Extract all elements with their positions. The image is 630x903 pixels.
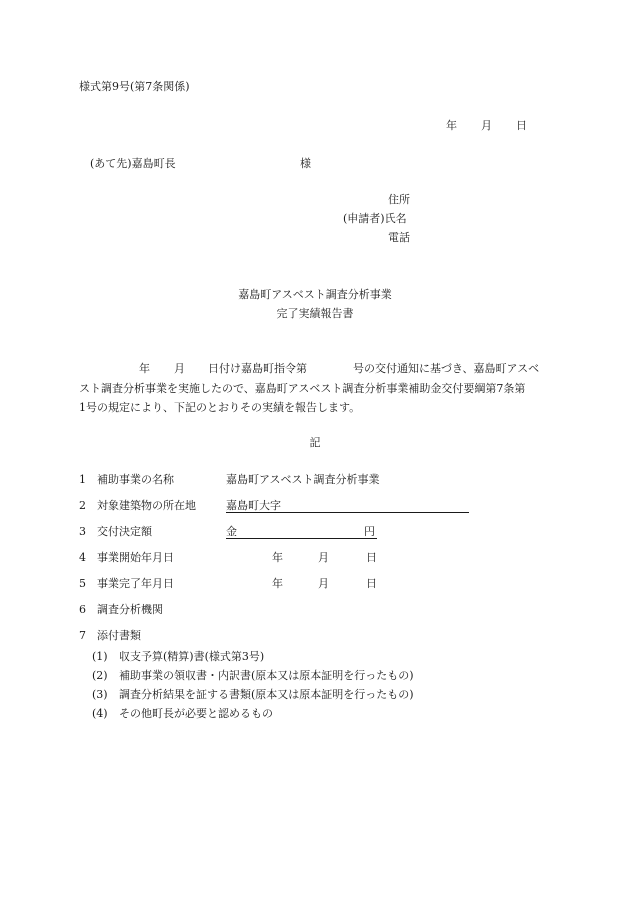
item-label: 添付書類 bbox=[97, 629, 141, 642]
amount-prefix: 金 bbox=[226, 525, 237, 538]
item-label: 事業開始年月日 bbox=[97, 551, 174, 564]
item-number: 7 bbox=[79, 629, 86, 642]
item-month-label: 月 bbox=[318, 577, 329, 590]
item-label: 対象建築物の所在地 bbox=[97, 499, 196, 512]
item-number: 6 bbox=[79, 603, 86, 616]
location-prefix: 嘉島町大字 bbox=[226, 499, 281, 512]
item-value: 嘉島町アスベスト調査分析事業 bbox=[226, 473, 380, 486]
item-label: 事業完了年月日 bbox=[97, 577, 174, 590]
item-day-label: 日 bbox=[366, 577, 377, 590]
location-field[interactable] bbox=[226, 500, 469, 513]
amount-field[interactable] bbox=[226, 526, 377, 539]
attachment-number: (3) bbox=[92, 688, 108, 701]
document-title-line1: 嘉島町アスベスト調査分析事業 bbox=[238, 288, 392, 301]
item-number: 1 bbox=[79, 473, 86, 486]
item-day-label: 日 bbox=[366, 551, 377, 564]
applicant-name-label: (申請者)氏名 bbox=[343, 212, 407, 225]
body-notice-text: 号の交付通知に基づき、嘉島町アスベ bbox=[353, 362, 540, 375]
item-label: 交付決定額 bbox=[97, 525, 152, 538]
applicant-phone-label: 電話 bbox=[388, 231, 410, 244]
body-year-label: 年 bbox=[139, 362, 150, 375]
addressee-honorific: 様 bbox=[300, 157, 311, 170]
document-title-line2: 完了実績報告書 bbox=[276, 307, 354, 320]
body-line-2: スト調査分析事業を実施したので、嘉島町アスベスト調査分析事業補助金交付要綱第7条第 bbox=[79, 382, 526, 395]
item-number: 5 bbox=[79, 577, 86, 590]
addressee-label: (あて先)嘉島町長 bbox=[90, 157, 176, 170]
ki-heading: 記 bbox=[309, 436, 321, 449]
body-month-label: 月 bbox=[174, 362, 185, 375]
attachment-number: (2) bbox=[92, 669, 108, 682]
form-number: 様式第9号(第7条関係) bbox=[79, 80, 190, 93]
item-label: 調査分析機関 bbox=[97, 603, 163, 616]
item-label: 補助事業の名称 bbox=[97, 473, 174, 486]
amount-suffix: 円 bbox=[364, 525, 375, 538]
attachment-number: (4) bbox=[92, 707, 108, 720]
date-day-label: 日 bbox=[516, 119, 527, 132]
item-year-label: 年 bbox=[272, 577, 283, 590]
item-number: 3 bbox=[79, 525, 86, 538]
item-year-label: 年 bbox=[272, 551, 283, 564]
body-line-3: 1号の規定により、下記のとおりその実績を報告します。 bbox=[79, 401, 361, 414]
date-month-label: 月 bbox=[481, 119, 492, 132]
applicant-address-label: 住所 bbox=[388, 193, 410, 206]
item-month-label: 月 bbox=[318, 551, 329, 564]
body-day-ref: 日付け嘉島町指令第 bbox=[208, 362, 307, 375]
attachment-text: 収支予算(精算)書(様式第3号) bbox=[119, 650, 265, 663]
attachment-text: 調査分析結果を証する書類(原本又は原本証明を行ったもの) bbox=[119, 688, 414, 701]
attachment-number: (1) bbox=[92, 650, 108, 663]
attachment-text: 補助事業の領収書・内訳書(原本又は原本証明を行ったもの) bbox=[119, 669, 414, 682]
item-number: 2 bbox=[79, 499, 86, 512]
item-number: 4 bbox=[79, 551, 86, 564]
date-year-label: 年 bbox=[446, 119, 457, 132]
attachment-text: その他町長が必要と認めるもの bbox=[119, 707, 273, 720]
